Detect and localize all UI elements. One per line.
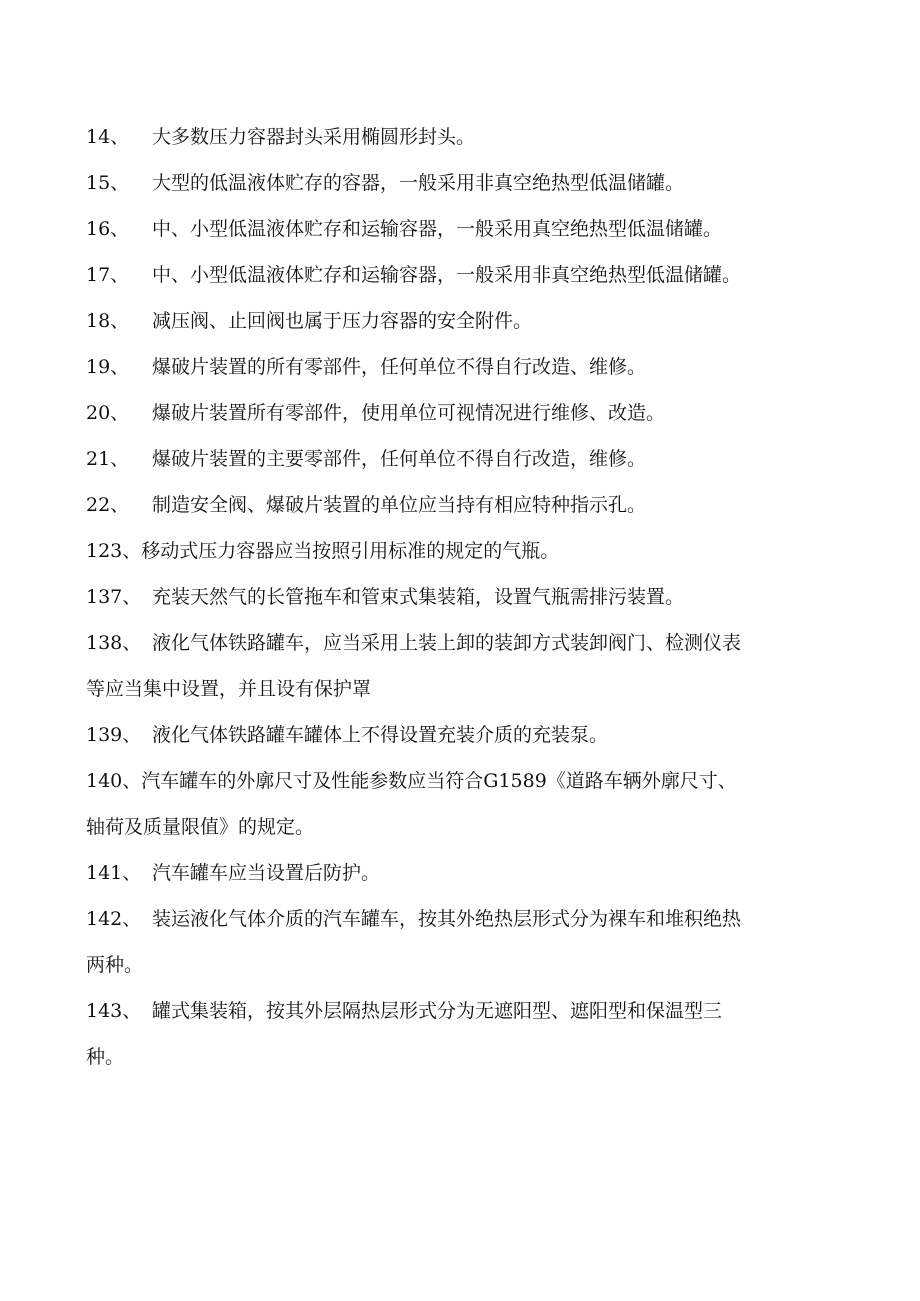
item-number: 19、 [86,356,130,378]
item-text: 汽车罐车的外廓尺寸及性能参数应当符合G1589《道路车辆外廓尺寸、 [141,770,737,792]
list-item [86,125,831,149]
list-item [86,401,831,425]
item-number: 139、 [86,724,142,746]
item-text: 装运液化气体介质的汽车罐车，按其外绝热层形式分为裸车和堆积绝热 [152,908,742,930]
item-text: 爆破片装置的主要零部件，任何单位不得自行改造，维修。 [152,448,647,470]
item-number: 123、 [86,540,142,562]
list-item [86,263,831,287]
item-number: 21、 [86,448,130,470]
item-text: 汽车罐车应当设置后防护。 [152,862,381,884]
item-number: 143、 [86,1000,142,1022]
item-text-continued: 两种。 [86,954,144,976]
item-number: 22、 [86,494,130,516]
item-text: 爆破片装置所有零部件，使用单位可视情况进行维修、改造。 [152,402,666,424]
item-text-continued: 种。 [86,1046,125,1068]
list-item [86,999,831,1069]
item-number: 142、 [86,908,142,930]
item-number: 140、 [86,770,142,792]
list-item [86,539,831,563]
item-number: 14、 [86,126,130,148]
item-text-continued: 轴荷及质量限值》的规定。 [86,816,315,838]
list-item [86,631,831,701]
item-text: 液化气体铁路罐车罐体上不得设置充装介质的充装泵。 [152,724,609,746]
item-text: 大多数压力容器封头采用椭圆形封头。 [152,126,476,148]
item-text: 爆破片装置的所有零部件，任何单位不得自行改造、维修。 [152,356,647,378]
list-item [86,355,831,379]
item-text: 中、小型低温液体贮存和运输容器，一般采用非真空绝热型低温储罐。 [152,264,742,286]
item-text: 制造安全阀、爆破片装置的单位应当持有相应特种指示孔。 [152,494,647,516]
item-number: 16、 [86,218,130,240]
item-number: 18、 [86,310,130,332]
list-item [86,217,831,241]
list-item [86,309,831,333]
list-item [86,861,831,885]
list-item [86,585,831,609]
item-number: 138、 [86,632,142,654]
list-item [86,447,831,471]
item-number: 17、 [86,264,130,286]
item-number: 141、 [86,862,142,884]
list-item [86,769,831,839]
list-item [86,723,831,747]
list-item [86,493,831,517]
item-text: 大型的低温液体贮存的容器，一般采用非真空绝热型低温储罐。 [152,172,685,194]
item-number: 137、 [86,586,142,608]
item-text-continued: 等应当集中设置，并且设有保护罩 [86,678,372,700]
list-item [86,907,831,977]
item-text: 液化气体铁路罐车，应当采用上装上卸的装卸方式装卸阀门、检测仪表 [152,632,742,654]
item-text: 移动式压力容器应当按照引用标准的规定的气瓶。 [141,540,560,562]
item-number: 15、 [86,172,130,194]
item-text: 中、小型低温液体贮存和运输容器，一般采用真空绝热型低温储罐。 [152,218,723,240]
document-body [86,125,831,1091]
item-text: 减压阀、止回阀也属于压力容器的安全附件。 [152,310,533,332]
item-number: 20、 [86,402,130,424]
list-item [86,171,831,195]
item-text: 罐式集装箱，按其外层隔热层形式分为无遮阳型、遮阳型和保温型三 [152,1000,723,1022]
item-text: 充装天然气的长管拖车和管束式集装箱，设置气瓶需排污装置。 [152,586,685,608]
